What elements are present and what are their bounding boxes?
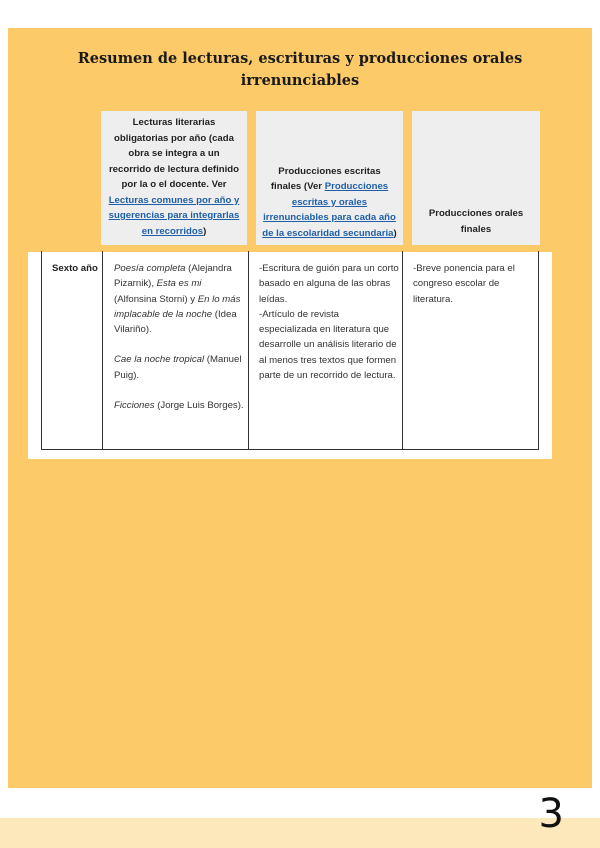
- page-title: [0, 48, 600, 92]
- reading-group: [114, 352, 244, 383]
- header-orales-text: Producciones orales finales: [428, 208, 524, 235]
- book-title: En lo más implacable de la noche: [114, 293, 241, 320]
- cell-producciones-escritas: [259, 261, 399, 383]
- table-row: [41, 251, 539, 450]
- header-escritas-text: Producciones escritas finales (Ver: [270, 165, 381, 192]
- header-producciones-orales: [412, 111, 540, 245]
- book-author: (Jorge Luis Borges).: [154, 400, 244, 412]
- page-title-line-2: irrenunciables: [240, 72, 360, 89]
- written-production-item: -Escritura de guión para un corto basado en alguna de las obras leídas.: [259, 263, 399, 305]
- book-title: Cae la noche tropical: [114, 354, 205, 366]
- reading-group: [114, 398, 244, 413]
- header-producciones-escritas: [256, 111, 403, 245]
- header-lecturas: [101, 111, 247, 245]
- cell-lecturas: [114, 261, 244, 413]
- link-lecturas-comunes[interactable]: Lecturas comunes por año y sugerencias para integrarlas en recorridos: [108, 194, 240, 237]
- header-lecturas-text: Lecturas literarias obligatorias por año (cada obra se integra a un recorrido de lectura definido por la o el docente. Ver: [108, 117, 240, 190]
- column-divider: [248, 251, 249, 449]
- header-lecturas-close: ): [203, 225, 207, 237]
- book-title: Ficciones: [114, 400, 155, 412]
- cell-producciones-orales: -Breve ponencia para el congreso escolar de literatura.: [413, 263, 515, 305]
- column-divider: [402, 251, 403, 449]
- written-production-item: -Artículo de revista especializada en literatura que desarrolle un análisis literario de al menos tres textos que formen parte de un recorrido de lectura.: [259, 308, 397, 382]
- column-divider: [102, 251, 103, 449]
- page-title-line-1: Resumen de lecturas, escrituras y producciones orales: [77, 50, 523, 67]
- cell-year: Sexto año: [52, 263, 98, 274]
- page-number: 3: [538, 791, 564, 837]
- book-author: (Alfonsina Storni) y: [114, 293, 198, 305]
- footer-band: [0, 818, 600, 848]
- header-escritas-close: ): [393, 227, 397, 239]
- book-author: (Manuel Puig).: [114, 354, 242, 381]
- link-producciones-irrenunciables[interactable]: Producciones escritas y orales irrenunciables para cada año de la escolaridad secundaria: [262, 181, 396, 239]
- reading-group: [114, 261, 244, 337]
- book-title: Esta es mi: [156, 278, 202, 290]
- book-author: (Alejandra Pizarnik),: [114, 263, 232, 290]
- book-title: Poesía completa: [114, 263, 186, 274]
- book-author: (Idea Vilariño).: [114, 308, 237, 336]
